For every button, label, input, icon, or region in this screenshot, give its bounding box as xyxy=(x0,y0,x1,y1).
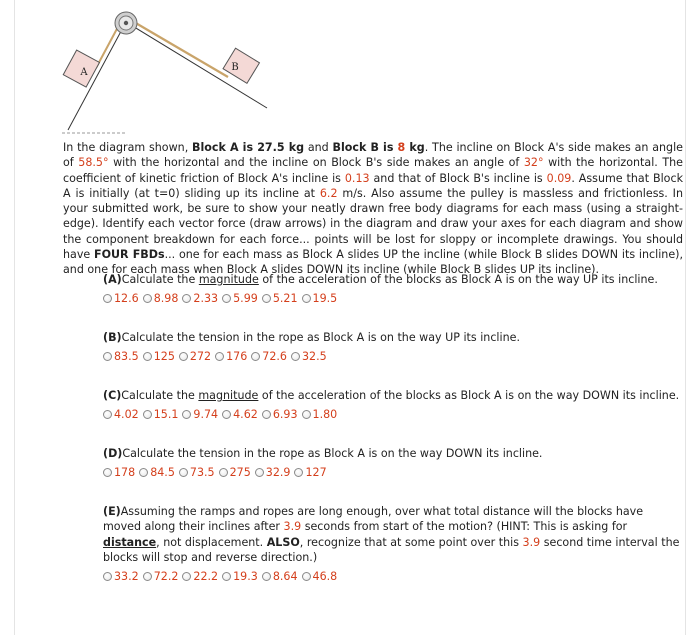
choice-label: 72.6 xyxy=(262,350,287,364)
choice-label: 275 xyxy=(229,466,251,480)
question-text: of the acceleration of the blocks as Block A is on the way UP its incline. xyxy=(258,273,658,286)
angle-a-value: 58.5° xyxy=(78,156,109,170)
radio-button[interactable] xyxy=(103,572,112,581)
choice-c-2[interactable] xyxy=(143,407,179,422)
also-term: ALSO xyxy=(266,535,300,549)
block-b-mass: 8 xyxy=(397,141,406,154)
choice-c-6[interactable] xyxy=(302,407,338,422)
four-fbds-text: FOUR FBDs xyxy=(94,248,165,262)
choice-label: 1.80 xyxy=(312,408,338,422)
choice-label: 4.62 xyxy=(233,408,258,422)
radio-button[interactable] xyxy=(294,468,303,477)
question-label: (D) xyxy=(103,447,123,460)
right-border-line xyxy=(685,0,686,635)
choice-label: 33.2 xyxy=(114,570,139,584)
underlined-term: magnitude xyxy=(198,273,259,286)
question-a xyxy=(103,272,681,307)
choice-label: 83.5 xyxy=(114,350,139,364)
radio-button[interactable] xyxy=(222,410,231,419)
choices-e xyxy=(103,569,681,584)
question-text: of the acceleration of the blocks as Block A is on the way DOWN its incline. xyxy=(258,389,680,402)
choice-c-4[interactable] xyxy=(222,407,258,422)
incline-pulley-diagram xyxy=(62,8,272,136)
choice-label: 6.93 xyxy=(272,408,298,422)
choice-e-6[interactable] xyxy=(302,569,338,584)
radio-button[interactable] xyxy=(302,294,311,303)
choice-a-5[interactable] xyxy=(262,291,298,306)
radio-button[interactable] xyxy=(219,468,228,477)
choice-label: 176 xyxy=(226,350,248,364)
radio-button[interactable] xyxy=(103,410,112,419)
problem-statement xyxy=(63,140,683,278)
choice-e-1[interactable] xyxy=(103,569,139,584)
block-a-label: A xyxy=(80,67,88,78)
block-b-label: B xyxy=(231,62,239,73)
pulley xyxy=(115,12,137,34)
choice-label: 127 xyxy=(305,466,327,480)
choice-label: 32.5 xyxy=(301,350,327,364)
question-e xyxy=(103,504,681,584)
choice-d-4[interactable] xyxy=(219,465,251,480)
friction-b-value: 0.09 xyxy=(546,171,572,185)
choice-label: 19.5 xyxy=(312,292,338,306)
block-b-unit: kg xyxy=(405,141,425,154)
question-label: (E) xyxy=(103,505,121,518)
intro-text: with the horizontal. The coefficient of kinetic friction of Block A's incline is xyxy=(63,156,683,185)
choice-b-5[interactable] xyxy=(251,349,287,364)
choice-label: 84.5 xyxy=(150,466,175,480)
question-text: Calculate the xyxy=(121,273,199,286)
choice-e-2[interactable] xyxy=(143,569,179,584)
question-b xyxy=(103,330,681,365)
rope-b xyxy=(134,22,228,77)
intro-text: with the horizontal and the incline on Block B's side makes an angle of xyxy=(108,156,524,170)
question-c-text xyxy=(103,388,681,403)
radio-button[interactable] xyxy=(139,468,148,477)
distance-term: distance xyxy=(103,535,157,549)
underlined-term: magnitude xyxy=(198,389,259,402)
block-a-mass: Block A is 27.5 xyxy=(192,141,285,154)
intro-text: and that of Block B's incline is xyxy=(369,171,547,185)
radio-button[interactable] xyxy=(143,410,152,419)
radio-button[interactable] xyxy=(182,410,191,419)
choice-c-3[interactable] xyxy=(182,407,218,422)
time-value: 3.9 xyxy=(522,535,541,549)
radio-button[interactable] xyxy=(291,352,300,361)
radio-button[interactable] xyxy=(251,352,260,361)
question-text: , recognize that at some point over this xyxy=(299,535,523,549)
block-b-mass-label: Block B is xyxy=(332,141,398,154)
question-d xyxy=(103,446,681,481)
question-e-text xyxy=(103,504,681,565)
radio-button[interactable] xyxy=(143,294,152,303)
choice-label: 46.8 xyxy=(312,570,338,584)
question-b-text xyxy=(103,330,681,345)
choice-label: 8.64 xyxy=(272,570,298,584)
choice-d-1[interactable] xyxy=(103,465,135,480)
choice-b-2[interactable] xyxy=(143,349,175,364)
left-border-line xyxy=(14,0,15,635)
question-text: seconds from start of the motion? (HINT: This is asking for xyxy=(301,520,628,534)
choice-label: 73.5 xyxy=(189,466,215,480)
choice-e-5[interactable] xyxy=(262,569,298,584)
question-a-text xyxy=(103,272,681,287)
question-c xyxy=(103,388,681,423)
radio-button[interactable] xyxy=(182,572,191,581)
choice-d-2[interactable] xyxy=(139,465,175,480)
question-text: Calculate the xyxy=(121,389,199,402)
choice-label: 9.74 xyxy=(193,408,219,422)
radio-button[interactable] xyxy=(182,294,191,303)
time-value: 3.9 xyxy=(283,520,302,534)
choice-label: 5.21 xyxy=(272,292,298,306)
radio-button[interactable] xyxy=(215,352,224,361)
choice-b-4[interactable] xyxy=(215,349,247,364)
question-text: Assuming the ramps and ropes are long enough, over what total distance will the blocks have moved along their inclines after xyxy=(103,505,644,534)
choice-e-4[interactable] xyxy=(222,569,258,584)
radio-button[interactable] xyxy=(222,294,231,303)
friction-a-value: 0.13 xyxy=(344,171,370,185)
radio-button[interactable] xyxy=(302,572,311,581)
radio-button[interactable] xyxy=(103,294,112,303)
choices-b xyxy=(103,349,681,364)
question-text: Calculate the tension in the rope as Block A is on the way DOWN its incline. xyxy=(122,447,543,460)
intro-text: ... one for each mass as Block A slides UP the incline (while Block B slides DOWN its incline), and one for each mass when Block A slides DOWN its incline (while Block B slides UP its incline). xyxy=(63,248,683,277)
choice-label: 125 xyxy=(153,350,175,364)
choice-c-5[interactable] xyxy=(262,407,298,422)
intro-text: and xyxy=(304,141,333,154)
choice-b-3[interactable] xyxy=(179,349,211,364)
choice-label: 32.9 xyxy=(265,466,291,480)
radio-button[interactable] xyxy=(179,352,188,361)
choice-label: 272 xyxy=(189,350,212,364)
radio-button[interactable] xyxy=(255,468,264,477)
choice-a-3[interactable] xyxy=(182,291,218,306)
choice-d-5[interactable] xyxy=(255,465,291,480)
intro-text: . Assume that Block A is initially (at t=0) sliding up its incline at xyxy=(63,171,683,200)
choice-a-2[interactable] xyxy=(143,291,179,306)
choice-label: 8.98 xyxy=(153,292,179,306)
choice-e-3[interactable] xyxy=(182,569,218,584)
choices-d xyxy=(103,465,681,480)
radio-button[interactable] xyxy=(222,572,231,581)
choice-label: 2.33 xyxy=(193,292,219,306)
choice-label: 22.2 xyxy=(193,570,219,584)
block-a-unit: kg xyxy=(284,141,305,154)
radio-button[interactable] xyxy=(143,572,152,581)
choice-label: 12.6 xyxy=(114,292,139,306)
choice-b-1[interactable] xyxy=(103,349,139,364)
question-label: (A) xyxy=(103,273,122,286)
question-text: Calculate the tension in the rope as Block A is on the way UP its incline. xyxy=(121,331,520,344)
choice-label: 178 xyxy=(114,466,136,480)
choice-d-6[interactable] xyxy=(294,465,326,480)
initial-speed-value: 6.2 xyxy=(319,186,338,200)
question-label: (B) xyxy=(103,331,122,344)
question-text: , not displacement. xyxy=(156,535,267,549)
choice-label: 19.3 xyxy=(233,570,258,584)
intro-text: m/s. Also assume the pulley is massless and frictionless. In your submitted work, be sure to show your neatly drawn free body diagrams for each mass (using a straight-edge). Identify each vector force (draw arrows) in the diagram and draw your axes for each diagram and show the component breakdown for each force... points will be lost for sloppy or incomplete drawings. You should have xyxy=(63,186,683,262)
radio-button[interactable] xyxy=(302,410,311,419)
radio-button[interactable] xyxy=(179,468,188,477)
choice-label: 15.1 xyxy=(153,408,179,422)
choice-b-6[interactable] xyxy=(291,349,327,364)
radio-button[interactable] xyxy=(262,294,271,303)
choices-a xyxy=(103,291,681,306)
choice-a-4[interactable] xyxy=(222,291,258,306)
choice-a-1[interactable] xyxy=(103,291,139,306)
question-text: second time interval the blocks will stop and reverse direction.) xyxy=(103,535,680,564)
radio-button[interactable] xyxy=(103,468,112,477)
choice-label: 5.99 xyxy=(233,292,258,306)
choice-label: 4.02 xyxy=(114,408,139,422)
radio-button[interactable] xyxy=(262,572,271,581)
question-d-text xyxy=(103,446,681,461)
radio-button[interactable] xyxy=(103,352,112,361)
radio-button[interactable] xyxy=(143,352,152,361)
block-b xyxy=(223,48,259,83)
angle-b-value: 32° xyxy=(523,156,544,170)
radio-button[interactable] xyxy=(262,410,271,419)
choice-d-3[interactable] xyxy=(179,465,215,480)
intro-text: In the diagram shown, xyxy=(63,141,193,154)
choice-c-1[interactable] xyxy=(103,407,139,422)
choices-c xyxy=(103,407,681,422)
choice-a-6[interactable] xyxy=(302,291,338,306)
choice-label: 72.2 xyxy=(153,570,179,584)
question-label: (C) xyxy=(103,389,122,402)
intro-text: . The incline on Block A's side makes an angle of xyxy=(63,141,683,170)
